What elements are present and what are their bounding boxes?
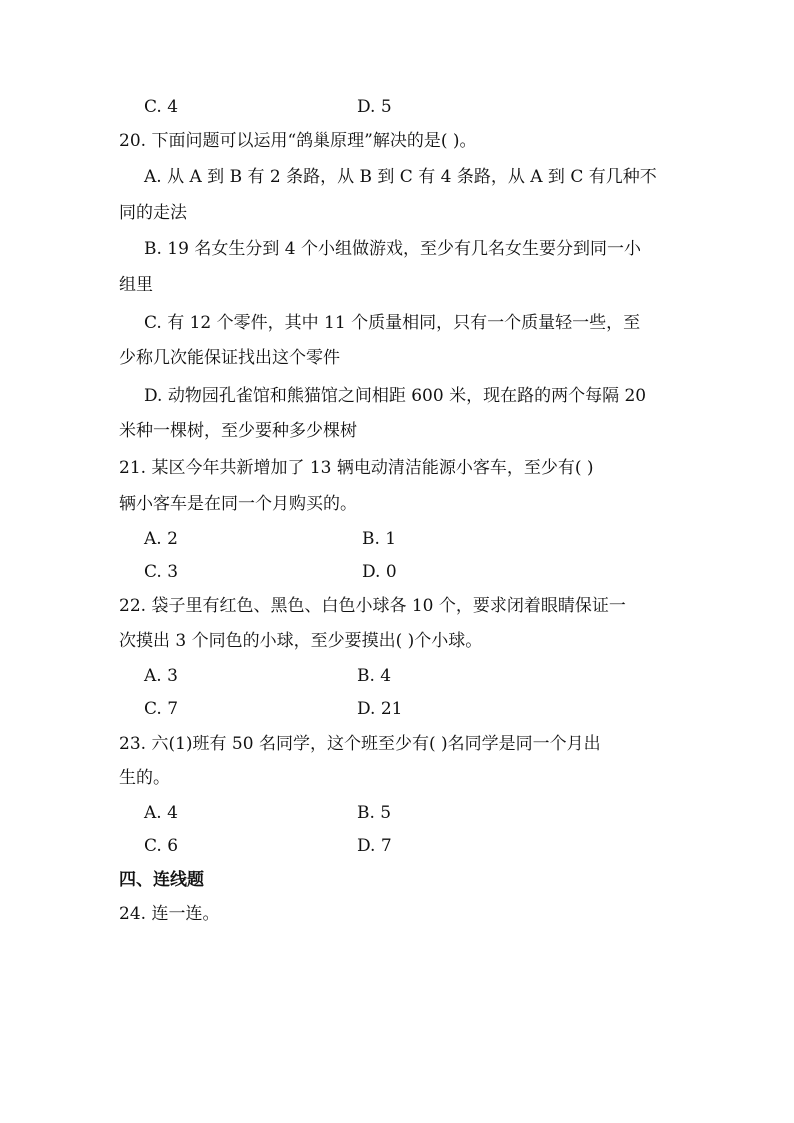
- q21-option-b: B. 1: [362, 529, 397, 549]
- q21-stem-line2: 辆小客车是在同一个月购买的。: [119, 494, 357, 514]
- q22-option-d: D. 21: [357, 699, 403, 719]
- q22-stem-line1: 22. 袋子里有红色、黑色、白色小球各 10 个，要求闭着眼睛保证一: [119, 596, 626, 616]
- q20-option-d-line2: 米种一棵树，至少要种多少棵树: [119, 421, 357, 441]
- q19-option-d: D. 5: [357, 97, 392, 117]
- q23-option-d: D. 7: [357, 836, 392, 856]
- q20-option-a-line1: A. 从 A 到 B 有 2 条路，从 B 到 C 有 4 条路，从 A 到 C 有几种不: [144, 167, 657, 187]
- q20-option-b-line2: 组里: [119, 275, 153, 295]
- q22-option-c: C. 7: [144, 699, 179, 719]
- q21-stem-line1: 21. 某区今年共新增加了 13 辆电动清洁能源小客车，至少有( ): [119, 458, 594, 478]
- q21-option-a: A. 2: [144, 529, 178, 549]
- q22-option-b: B. 4: [357, 666, 392, 686]
- q20-option-c-line2: 少称几次能保证找出这个零件: [119, 348, 340, 368]
- q20-option-a-line2: 同的走法: [119, 203, 187, 223]
- q23-stem-line1: 23. 六(1)班有 50 名同学，这个班至少有( )名同学是同一个月出: [119, 734, 601, 754]
- q20-option-b-line1: B. 19 名女生分到 4 个小组做游戏，至少有几名女生要分到同一小: [144, 239, 641, 259]
- q19-option-c: C. 4: [144, 97, 179, 117]
- q21-option-d: D. 0: [362, 562, 397, 582]
- q20-option-c-line1: C. 有 12 个零件，其中 11 个质量相同，只有一个质量轻一些，至: [144, 313, 641, 333]
- q21-option-c: C. 3: [144, 562, 179, 582]
- q24-stem: 24. 连一连。: [119, 904, 220, 924]
- q23-stem-line2: 生的。: [119, 768, 170, 788]
- q20-option-d-line1: D. 动物园孔雀馆和熊猫馆之间相距 600 米，现在路的两个每隔 20: [144, 386, 647, 406]
- q20-stem: 20. 下面问题可以运用“鸽巢原理”解决的是( )。: [119, 131, 477, 151]
- q23-option-b: B. 5: [357, 803, 392, 823]
- q22-stem-line2: 次摸出 3 个同色的小球，至少要摸出( )个小球。: [119, 631, 483, 651]
- q23-option-c: C. 6: [144, 836, 179, 856]
- q22-option-a: A. 3: [144, 666, 178, 686]
- q23-option-a: A. 4: [144, 803, 178, 823]
- section-heading: 四、连线题: [119, 870, 204, 890]
